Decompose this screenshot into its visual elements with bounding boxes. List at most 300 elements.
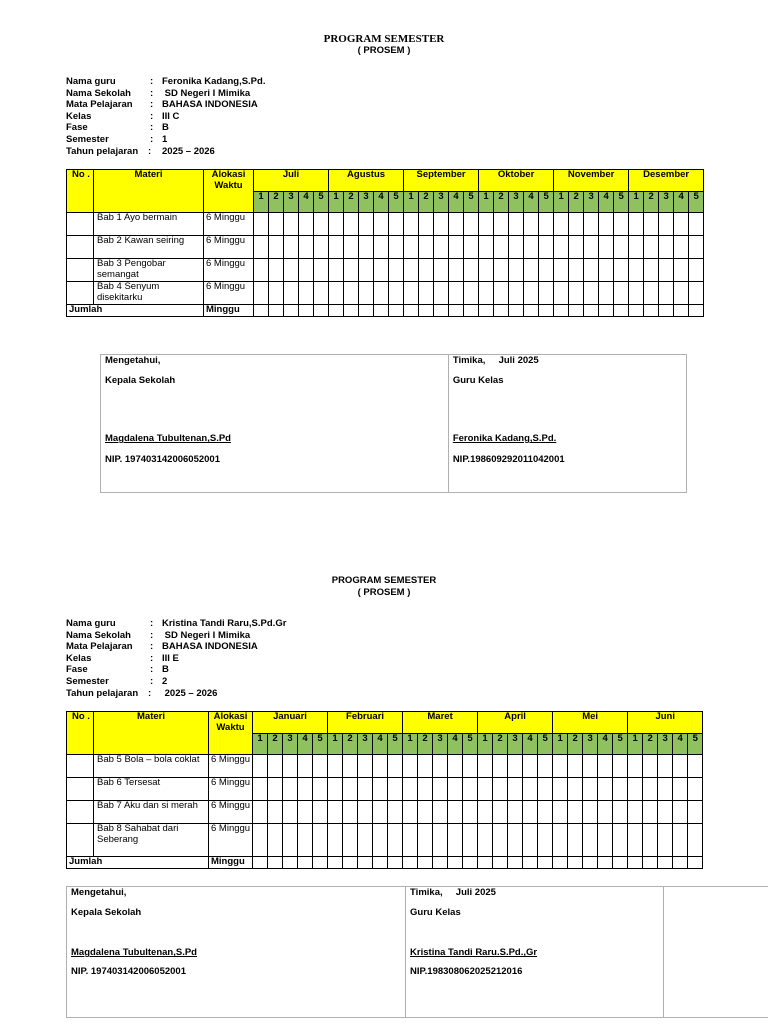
schedule-cell (509, 236, 524, 259)
schedule-cell (254, 213, 269, 236)
schedule-cell (688, 778, 703, 801)
schedule-cell (658, 755, 673, 778)
sig-principal-nip: NIP. 197403142006052001 (105, 454, 220, 465)
schedule-cell (358, 857, 373, 869)
schedule-cell (328, 824, 343, 857)
schedule-cell (328, 857, 343, 869)
schedule-cell (433, 824, 448, 857)
schedule-cell (688, 801, 703, 824)
week-number: 3 (284, 192, 299, 213)
schedule-cell (434, 259, 449, 282)
schedule-cell (433, 801, 448, 824)
schedule-cell (344, 236, 359, 259)
schedule-cell (688, 857, 703, 869)
info-value: Kristina Tandi Raru,S.Pd.Gr (162, 618, 287, 629)
week-number: 3 (359, 192, 374, 213)
info-label: Nama guru (66, 76, 116, 87)
sig-teacher-name: Kristina Tandi Raru.S.Pd.,Gr (410, 947, 538, 958)
total-value: Minggu (209, 857, 253, 869)
week-number: 1 (554, 192, 569, 213)
schedule-cell (374, 236, 389, 259)
info-value: B (162, 664, 169, 676)
schedule-cell (298, 801, 313, 824)
row-materi: Bab 2 Kawan seiring (94, 236, 204, 259)
table-row (67, 755, 703, 778)
schedule-cell (448, 824, 463, 857)
schedule-cell (539, 305, 554, 317)
schedule-cell (643, 801, 658, 824)
schedule-cell (464, 213, 479, 236)
doc2-title: PROGRAM SEMESTER (331, 575, 437, 586)
schedule-cell (404, 213, 419, 236)
week-number: 1 (253, 734, 268, 755)
schedule-cell (629, 305, 644, 317)
schedule-cell (569, 236, 584, 259)
info-label: Mata Pelajaran (66, 641, 133, 653)
schedule-cell (358, 801, 373, 824)
schedule-cell (359, 259, 374, 282)
week-number: 4 (374, 192, 389, 213)
schedule-cell (674, 236, 689, 259)
schedule-cell (314, 305, 329, 317)
schedule-cell (448, 755, 463, 778)
schedule-cell (359, 282, 374, 305)
week-number: 3 (433, 734, 448, 755)
schedule-cell (539, 236, 554, 259)
week-number: 4 (674, 192, 689, 213)
schedule-cell (268, 824, 283, 857)
schedule-cell (568, 824, 583, 857)
row-no-cell (67, 259, 94, 282)
week-number: 3 (658, 734, 673, 755)
schedule-cell (658, 857, 673, 869)
week-number: 3 (509, 192, 524, 213)
schedule-cell (688, 755, 703, 778)
schedule-cell (479, 236, 494, 259)
schedule-cell (373, 801, 388, 824)
sig-principal-role: Kepala Sekolah (105, 375, 176, 386)
schedule-cell (568, 801, 583, 824)
schedule-cell (313, 801, 328, 824)
row-materi: Bab 8 Sahabat dari Seberang (94, 824, 209, 857)
schedule-cell (584, 213, 599, 236)
schedule-cell (389, 213, 404, 236)
schedule-cell (583, 755, 598, 778)
info-row: Mata Pelajaran : BAHASA INDONESIA (66, 641, 258, 653)
schedule-cell (494, 282, 509, 305)
sig-teacher-role: Guru Kelas (452, 375, 504, 386)
schedule-cell (584, 236, 599, 259)
row-materi: Bab 4 Senyum disekitarku (94, 282, 204, 305)
info-row: Nama guru : Feronika Kadang,S.Pd. (66, 76, 266, 87)
schedule-cell (253, 801, 268, 824)
schedule-cell (629, 282, 644, 305)
schedule-cell (509, 259, 524, 282)
schedule-cell (358, 778, 373, 801)
schedule-cell (328, 801, 343, 824)
schedule-cell (313, 755, 328, 778)
schedule-cell (448, 801, 463, 824)
info-label: Mata Pelajaran (66, 99, 133, 111)
week-number: 1 (628, 734, 643, 755)
schedule-cell (524, 236, 539, 259)
schedule-cell (523, 824, 538, 857)
info-value: III C (162, 110, 180, 122)
schedule-cell (359, 236, 374, 259)
schedule-cell (614, 282, 629, 305)
schedule-cell (479, 282, 494, 305)
schedule-cell (538, 857, 553, 869)
week-number: 2 (568, 734, 583, 755)
schedule-cell (448, 778, 463, 801)
schedule-cell (658, 778, 673, 801)
schedule-cell (628, 778, 643, 801)
schedule-cell (449, 236, 464, 259)
schedule-cell (389, 305, 404, 317)
row-alokasi: 6 Minggu (204, 259, 254, 282)
schedule-cell (433, 778, 448, 801)
schedule-cell (313, 778, 328, 801)
schedule-cell (284, 236, 299, 259)
schedule-cell (419, 305, 434, 317)
schedule-cell (539, 259, 554, 282)
schedule-cell (598, 801, 613, 824)
info-row: Semester : 1 (66, 133, 168, 145)
schedule-cell (478, 755, 493, 778)
sig-acknowledge: Mengetahui, (71, 887, 127, 898)
info-value: 1 (162, 133, 168, 145)
schedule-cell (298, 824, 313, 857)
month-header: November (554, 170, 629, 192)
week-number: 1 (629, 192, 644, 213)
schedule-cell (674, 259, 689, 282)
schedule-cell (253, 857, 268, 869)
schedule-cell (599, 213, 614, 236)
info-label: Fase (66, 664, 88, 676)
schedule-cell (494, 213, 509, 236)
week-number: 1 (404, 192, 419, 213)
info-value: 2 (162, 675, 168, 687)
schedule-cell (553, 857, 568, 869)
schedule-cell (554, 259, 569, 282)
info-value: BAHASA INDONESIA (162, 99, 258, 111)
info-row: Kelas : III E (66, 652, 179, 664)
schedule-cell (373, 824, 388, 857)
schedule-cell (373, 778, 388, 801)
schedule-cell (463, 857, 478, 869)
schedule-cell (374, 213, 389, 236)
schedule-cell (568, 778, 583, 801)
schedule-cell (343, 857, 358, 869)
info-label: Nama Sekolah (66, 87, 131, 99)
schedule-cell (643, 755, 658, 778)
schedule-cell (403, 755, 418, 778)
schedule-cell (538, 755, 553, 778)
sig-teacher-nip: NIP.198308062025212016 (410, 966, 523, 977)
week-number: 5 (313, 734, 328, 755)
schedule-cell (419, 213, 434, 236)
week-number: 5 (539, 192, 554, 213)
schedule-cell (344, 213, 359, 236)
week-number: 5 (613, 734, 628, 755)
row-no-cell (67, 801, 94, 824)
schedule-cell (404, 282, 419, 305)
week-number: 5 (389, 192, 404, 213)
schedule-cell (583, 778, 598, 801)
schedule-cell (628, 801, 643, 824)
week-number: 1 (329, 192, 344, 213)
schedule-cell (658, 824, 673, 857)
schedule-cell (464, 259, 479, 282)
schedule-cell (613, 755, 628, 778)
schedule-cell (508, 824, 523, 857)
row-alokasi: 6 Minggu (209, 824, 253, 857)
row-no-cell (67, 824, 94, 857)
schedule-cell (344, 305, 359, 317)
table-row (67, 282, 704, 305)
info-label: Nama Sekolah (66, 629, 131, 641)
schedule-cell (629, 259, 644, 282)
schedule-cell (524, 213, 539, 236)
schedule-cell (358, 824, 373, 857)
week-number: 1 (403, 734, 418, 755)
week-number: 3 (508, 734, 523, 755)
month-header: April (478, 712, 553, 734)
info-row: Kelas : III C (66, 110, 180, 122)
total-label: Jumlah (67, 857, 209, 869)
schedule-cell (673, 778, 688, 801)
schedule-cell (463, 801, 478, 824)
week-number: 1 (254, 192, 269, 213)
signature-right (406, 887, 664, 1017)
doc1-prosem-table (66, 169, 704, 317)
week-number: 4 (299, 192, 314, 213)
schedule-cell (494, 259, 509, 282)
month-header: Oktober (479, 170, 554, 192)
schedule-cell (389, 236, 404, 259)
week-number: 4 (673, 734, 688, 755)
schedule-cell (389, 259, 404, 282)
schedule-cell (388, 824, 403, 857)
schedule-cell (314, 259, 329, 282)
schedule-cell (448, 857, 463, 869)
schedule-cell (343, 778, 358, 801)
schedule-cell (359, 213, 374, 236)
schedule-cell (463, 778, 478, 801)
doc2-signature-box (66, 886, 768, 1018)
schedule-cell (689, 305, 704, 317)
schedule-cell (284, 213, 299, 236)
schedule-cell (343, 755, 358, 778)
schedule-cell (553, 824, 568, 857)
schedule-cell (629, 236, 644, 259)
schedule-cell (674, 282, 689, 305)
week-number: 2 (269, 192, 284, 213)
info-label: Fase (66, 122, 88, 134)
schedule-cell (598, 824, 613, 857)
schedule-cell (598, 857, 613, 869)
week-number: 2 (494, 192, 509, 213)
schedule-cell (659, 259, 674, 282)
schedule-cell (419, 259, 434, 282)
schedule-cell (403, 801, 418, 824)
schedule-cell (494, 236, 509, 259)
schedule-cell (524, 282, 539, 305)
schedule-cell (299, 236, 314, 259)
schedule-cell (644, 305, 659, 317)
schedule-cell (643, 824, 658, 857)
info-row: Semester : 2 (66, 675, 168, 687)
week-number: 1 (328, 734, 343, 755)
schedule-cell (659, 305, 674, 317)
schedule-cell (404, 305, 419, 317)
doc2-info-block (66, 618, 286, 699)
schedule-cell (613, 857, 628, 869)
header-alokasi: Alokasi Waktu (209, 712, 253, 755)
schedule-cell (478, 857, 493, 869)
schedule-cell (509, 282, 524, 305)
schedule-cell (523, 857, 538, 869)
week-number: 2 (644, 192, 659, 213)
schedule-cell (388, 801, 403, 824)
schedule-cell (673, 824, 688, 857)
week-number: 2 (343, 734, 358, 755)
schedule-cell (658, 801, 673, 824)
week-number: 3 (358, 734, 373, 755)
table-row (67, 259, 704, 282)
schedule-cell (674, 305, 689, 317)
table-row (67, 213, 704, 236)
row-materi: Bab 6 Tersesat (94, 778, 209, 801)
signature-left (101, 355, 449, 492)
week-number: 2 (418, 734, 433, 755)
row-no-cell (67, 282, 94, 305)
schedule-cell (344, 259, 359, 282)
week-number: 3 (584, 192, 599, 213)
schedule-cell (314, 236, 329, 259)
header-materi: Materi (94, 170, 204, 213)
month-header: Agustus (329, 170, 404, 192)
schedule-cell (614, 305, 629, 317)
schedule-cell (329, 282, 344, 305)
doc2-subtitle: ( PROSEM ) (357, 587, 411, 598)
schedule-cell (284, 259, 299, 282)
week-number: 5 (614, 192, 629, 213)
week-number: 4 (298, 734, 313, 755)
week-number: 2 (344, 192, 359, 213)
schedule-cell (614, 213, 629, 236)
schedule-cell (493, 824, 508, 857)
schedule-cell (689, 213, 704, 236)
schedule-cell (644, 213, 659, 236)
week-number: 1 (478, 734, 493, 755)
total-row (67, 857, 703, 869)
row-alokasi: 6 Minggu (209, 755, 253, 778)
schedule-cell (254, 282, 269, 305)
schedule-cell (493, 801, 508, 824)
row-alokasi: 6 Minggu (209, 801, 253, 824)
info-label: Nama guru (66, 618, 116, 629)
schedule-cell (389, 282, 404, 305)
schedule-cell (508, 755, 523, 778)
week-number: 4 (373, 734, 388, 755)
schedule-cell (553, 778, 568, 801)
schedule-cell (478, 778, 493, 801)
table-row (67, 801, 703, 824)
schedule-cell (464, 282, 479, 305)
schedule-cell (269, 259, 284, 282)
schedule-cell (329, 213, 344, 236)
schedule-cell (479, 213, 494, 236)
info-label: Tahun pelajaran (66, 687, 139, 699)
schedule-cell (599, 236, 614, 259)
schedule-cell (269, 305, 284, 317)
schedule-cell (614, 236, 629, 259)
total-value: Minggu (204, 305, 254, 317)
week-number: 3 (283, 734, 298, 755)
info-row: Nama Sekolah : SD Negeri I Mimika (66, 87, 251, 99)
schedule-cell (268, 857, 283, 869)
schedule-cell (299, 213, 314, 236)
schedule-cell (463, 755, 478, 778)
row-alokasi: 6 Minggu (204, 213, 254, 236)
schedule-cell (584, 282, 599, 305)
schedule-cell (689, 282, 704, 305)
schedule-cell (493, 778, 508, 801)
schedule-cell (434, 213, 449, 236)
schedule-cell (373, 755, 388, 778)
schedule-cell (403, 824, 418, 857)
schedule-cell (539, 282, 554, 305)
week-number: 2 (493, 734, 508, 755)
schedule-cell (659, 213, 674, 236)
week-number: 4 (524, 192, 539, 213)
week-number: 3 (434, 192, 449, 213)
schedule-cell (374, 259, 389, 282)
schedule-cell (584, 305, 599, 317)
schedule-cell (328, 778, 343, 801)
week-number: 1 (553, 734, 568, 755)
schedule-cell (388, 755, 403, 778)
schedule-cell (418, 801, 433, 824)
schedule-cell (359, 305, 374, 317)
schedule-cell (269, 236, 284, 259)
schedule-cell (644, 236, 659, 259)
info-row: Mata Pelajaran : BAHASA INDONESIA (66, 99, 258, 111)
header-alokasi: Alokasi Waktu (204, 170, 254, 213)
info-row: Fase : B (66, 122, 169, 134)
schedule-cell (599, 305, 614, 317)
info-value: 2025 – 2026 (162, 145, 215, 157)
schedule-cell (328, 755, 343, 778)
schedule-cell (373, 857, 388, 869)
week-number: 2 (569, 192, 584, 213)
header-materi: Materi (94, 712, 209, 755)
info-value: III E (162, 652, 179, 664)
info-label: Semester (66, 133, 109, 145)
schedule-cell (628, 755, 643, 778)
header-no: No . (67, 712, 94, 755)
week-number: 5 (314, 192, 329, 213)
schedule-cell (299, 282, 314, 305)
row-no-cell (67, 778, 94, 801)
schedule-cell (343, 801, 358, 824)
info-row: Nama Sekolah : SD Negeri I Mimika (66, 629, 251, 641)
schedule-cell (643, 778, 658, 801)
header-no: No . (67, 170, 94, 213)
row-alokasi: 6 Minggu (204, 236, 254, 259)
schedule-cell (629, 213, 644, 236)
